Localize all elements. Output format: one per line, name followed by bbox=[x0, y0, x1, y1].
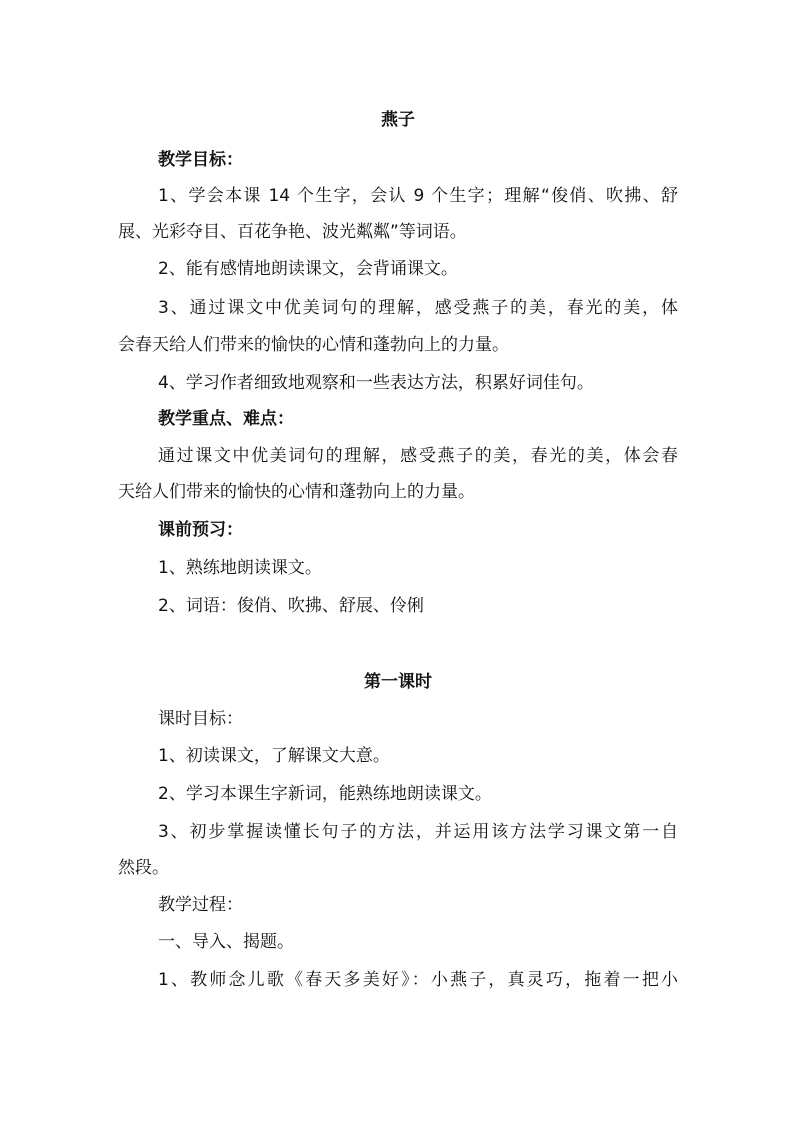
section-heading-goals: 教学目标： bbox=[158, 150, 243, 170]
lesson-goal-3-line-2: 然段。 bbox=[118, 858, 169, 878]
goal-1-line-1: 1、学会本课 14 个生字，会认 9 个生字；理解“俊俏、吹拂、舒 bbox=[158, 186, 678, 206]
section-heading-key-points: 教学重点、难点： bbox=[158, 409, 294, 429]
goal-3-line-2: 会春天给人们带来的愉快的心情和蓬勃向上的力量。 bbox=[118, 335, 509, 355]
lesson-goals-heading: 课时目标： bbox=[158, 709, 243, 729]
goal-3-line-1: 3、通过课文中优美词句的理解，感受燕子的美，春光的美，体 bbox=[158, 298, 678, 318]
process-heading: 教学过程： bbox=[158, 895, 243, 915]
key-points-line-1: 通过课文中优美词句的理解，感受燕子的美，春光的美，体会春 bbox=[158, 446, 678, 466]
prep-1: 1、熟练地朗读课文。 bbox=[158, 558, 322, 578]
document-title: 燕子 bbox=[381, 110, 415, 130]
step-1: 一、导入、揭题。 bbox=[158, 932, 294, 952]
lesson-goal-3-line-1: 3、初步掌握读懂长句子的方法，并运用该方法学习课文第一自 bbox=[158, 822, 678, 842]
step-1-1: 1、教师念儿歌《春天多美好》：小燕子，真灵巧，拖着一把小 bbox=[158, 970, 678, 990]
goal-2: 2、能有感情地朗读课文，会背诵课文。 bbox=[158, 259, 458, 279]
lesson-goal-1: 1、初读课文，了解课文大意。 bbox=[158, 746, 390, 766]
goal-1-line-2: 展、光彩夺目、百花争艳、波光粼粼”等词语。 bbox=[118, 222, 467, 242]
key-points-line-2: 天给人们带来的愉快的心情和蓬勃向上的力量。 bbox=[118, 482, 475, 502]
lesson-title: 第一课时 bbox=[364, 672, 432, 692]
lesson-goal-2: 2、学习本课生字新词，能熟练地朗读课文。 bbox=[158, 784, 492, 804]
section-heading-preview: 课前预习： bbox=[158, 520, 243, 540]
goal-4: 4、学习作者细致地观察和一些表达方法，积累好词佳句。 bbox=[158, 373, 594, 393]
prep-2: 2、词语：俊俏、吹拂、舒展、伶俐 bbox=[158, 596, 424, 616]
